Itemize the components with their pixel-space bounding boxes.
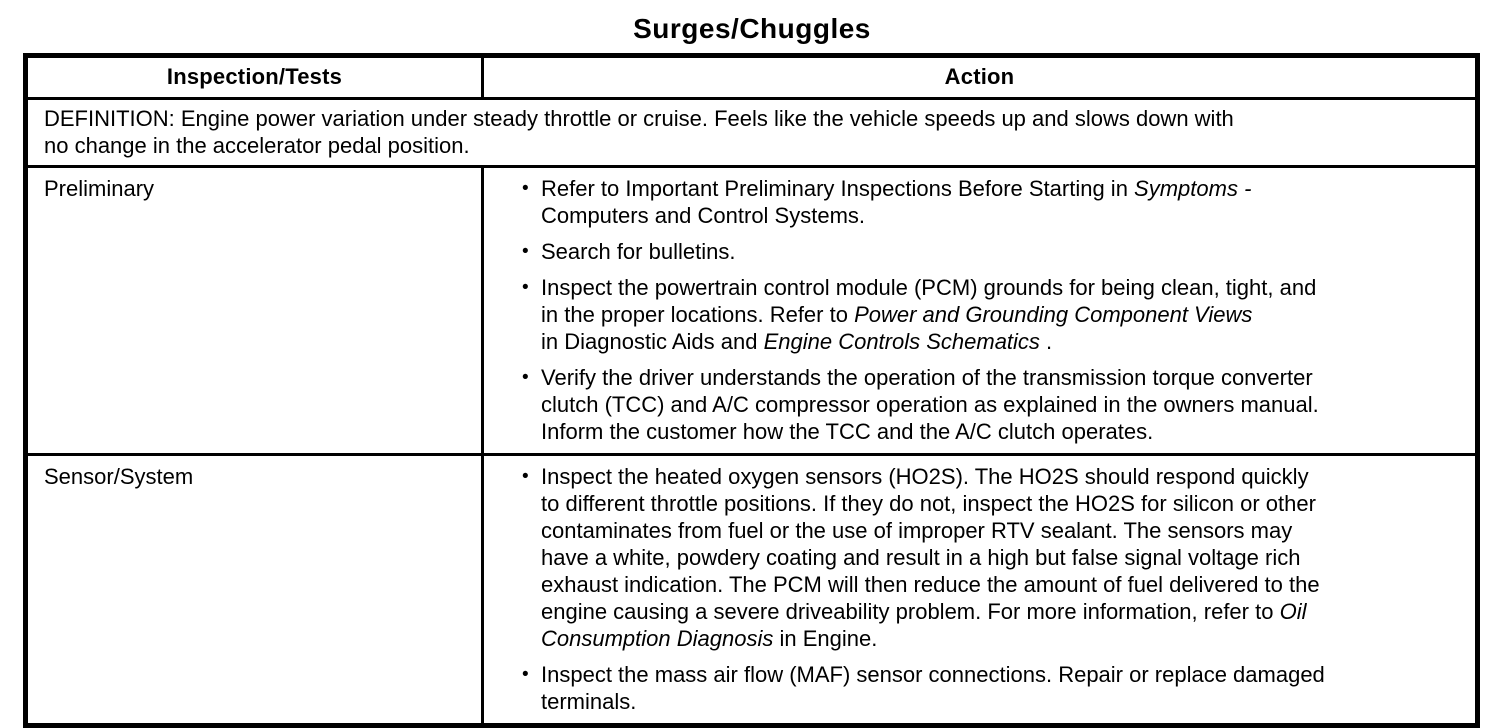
table-row-preliminary xyxy=(26,167,1478,455)
page-title: Surges/Chuggles xyxy=(633,13,871,44)
action-cell-preliminary xyxy=(483,167,1478,455)
action-item xyxy=(522,274,1467,355)
bullet-icon: • xyxy=(522,367,529,388)
action-item xyxy=(522,238,1467,265)
action-list xyxy=(484,168,1475,453)
action-item xyxy=(522,661,1467,715)
action-text: Inspect the mass air flow (MAF) sensor connections. Repair or replace damaged terminals. xyxy=(541,662,1325,714)
action-text: Inspect the powertrain control module (PCM) grounds for being clean, tight, and in the proper locations. Refer to Power and Grounding Component Views in Diagnostic Aids and Engine Controls Schematics . xyxy=(541,275,1317,354)
header-action: Action xyxy=(483,56,1478,99)
action-item xyxy=(522,463,1467,652)
action-text: Search for bulletins. xyxy=(541,239,736,264)
header-row xyxy=(26,56,1478,99)
definition-line: DEFINITION: Engine power variation under steady throttle or cruise. Feels like the vehicle speeds up and slows down with xyxy=(44,106,1234,131)
definition-line: no change in the accelerator pedal position. xyxy=(44,133,470,158)
inspection-cell-sensor-system: Sensor/System xyxy=(26,455,483,726)
bullet-icon: • xyxy=(522,664,529,685)
bullet-icon: • xyxy=(522,178,529,199)
bullet-icon: • xyxy=(522,466,529,487)
action-item xyxy=(522,364,1467,445)
inspection-cell-preliminary: Preliminary xyxy=(26,167,483,455)
definition-row xyxy=(26,99,1478,167)
action-text: Inspect the heated oxygen sensors (HO2S). The HO2S should respond quickly to different throttle positions. If they do not, inspect the HO2S for silicon or other contaminates from fuel or the use of improper RTV sealant. The sensors may have a white, powdery coating and result in a high but false signal voltage rich exhaust indication. The PCM will then reduce the amount of fuel delivered to the engine causing a severe driveability problem. For more information, refer to Oil Consumption Diagnosis in Engine. xyxy=(541,464,1320,651)
action-cell-sensor-system xyxy=(483,455,1478,726)
header-inspection-tests: Inspection/Tests xyxy=(26,56,483,99)
bullet-icon: • xyxy=(522,241,529,262)
action-item xyxy=(522,175,1467,229)
bullet-icon: • xyxy=(522,277,529,298)
table-row-sensor-system xyxy=(26,455,1478,726)
action-list xyxy=(484,456,1475,723)
definition-cell xyxy=(26,99,1478,167)
action-text: Refer to Important Preliminary Inspections Before Starting in Symptoms - Computers and Control Systems. xyxy=(541,176,1252,228)
action-text: Verify the driver understands the operation of the transmission torque converter clutch (TCC) and A/C compressor operation as explained in the owners manual. Inform the customer how the TCC and the A/C clutch operates. xyxy=(541,365,1319,444)
surges-chuggles-table xyxy=(23,53,1480,728)
